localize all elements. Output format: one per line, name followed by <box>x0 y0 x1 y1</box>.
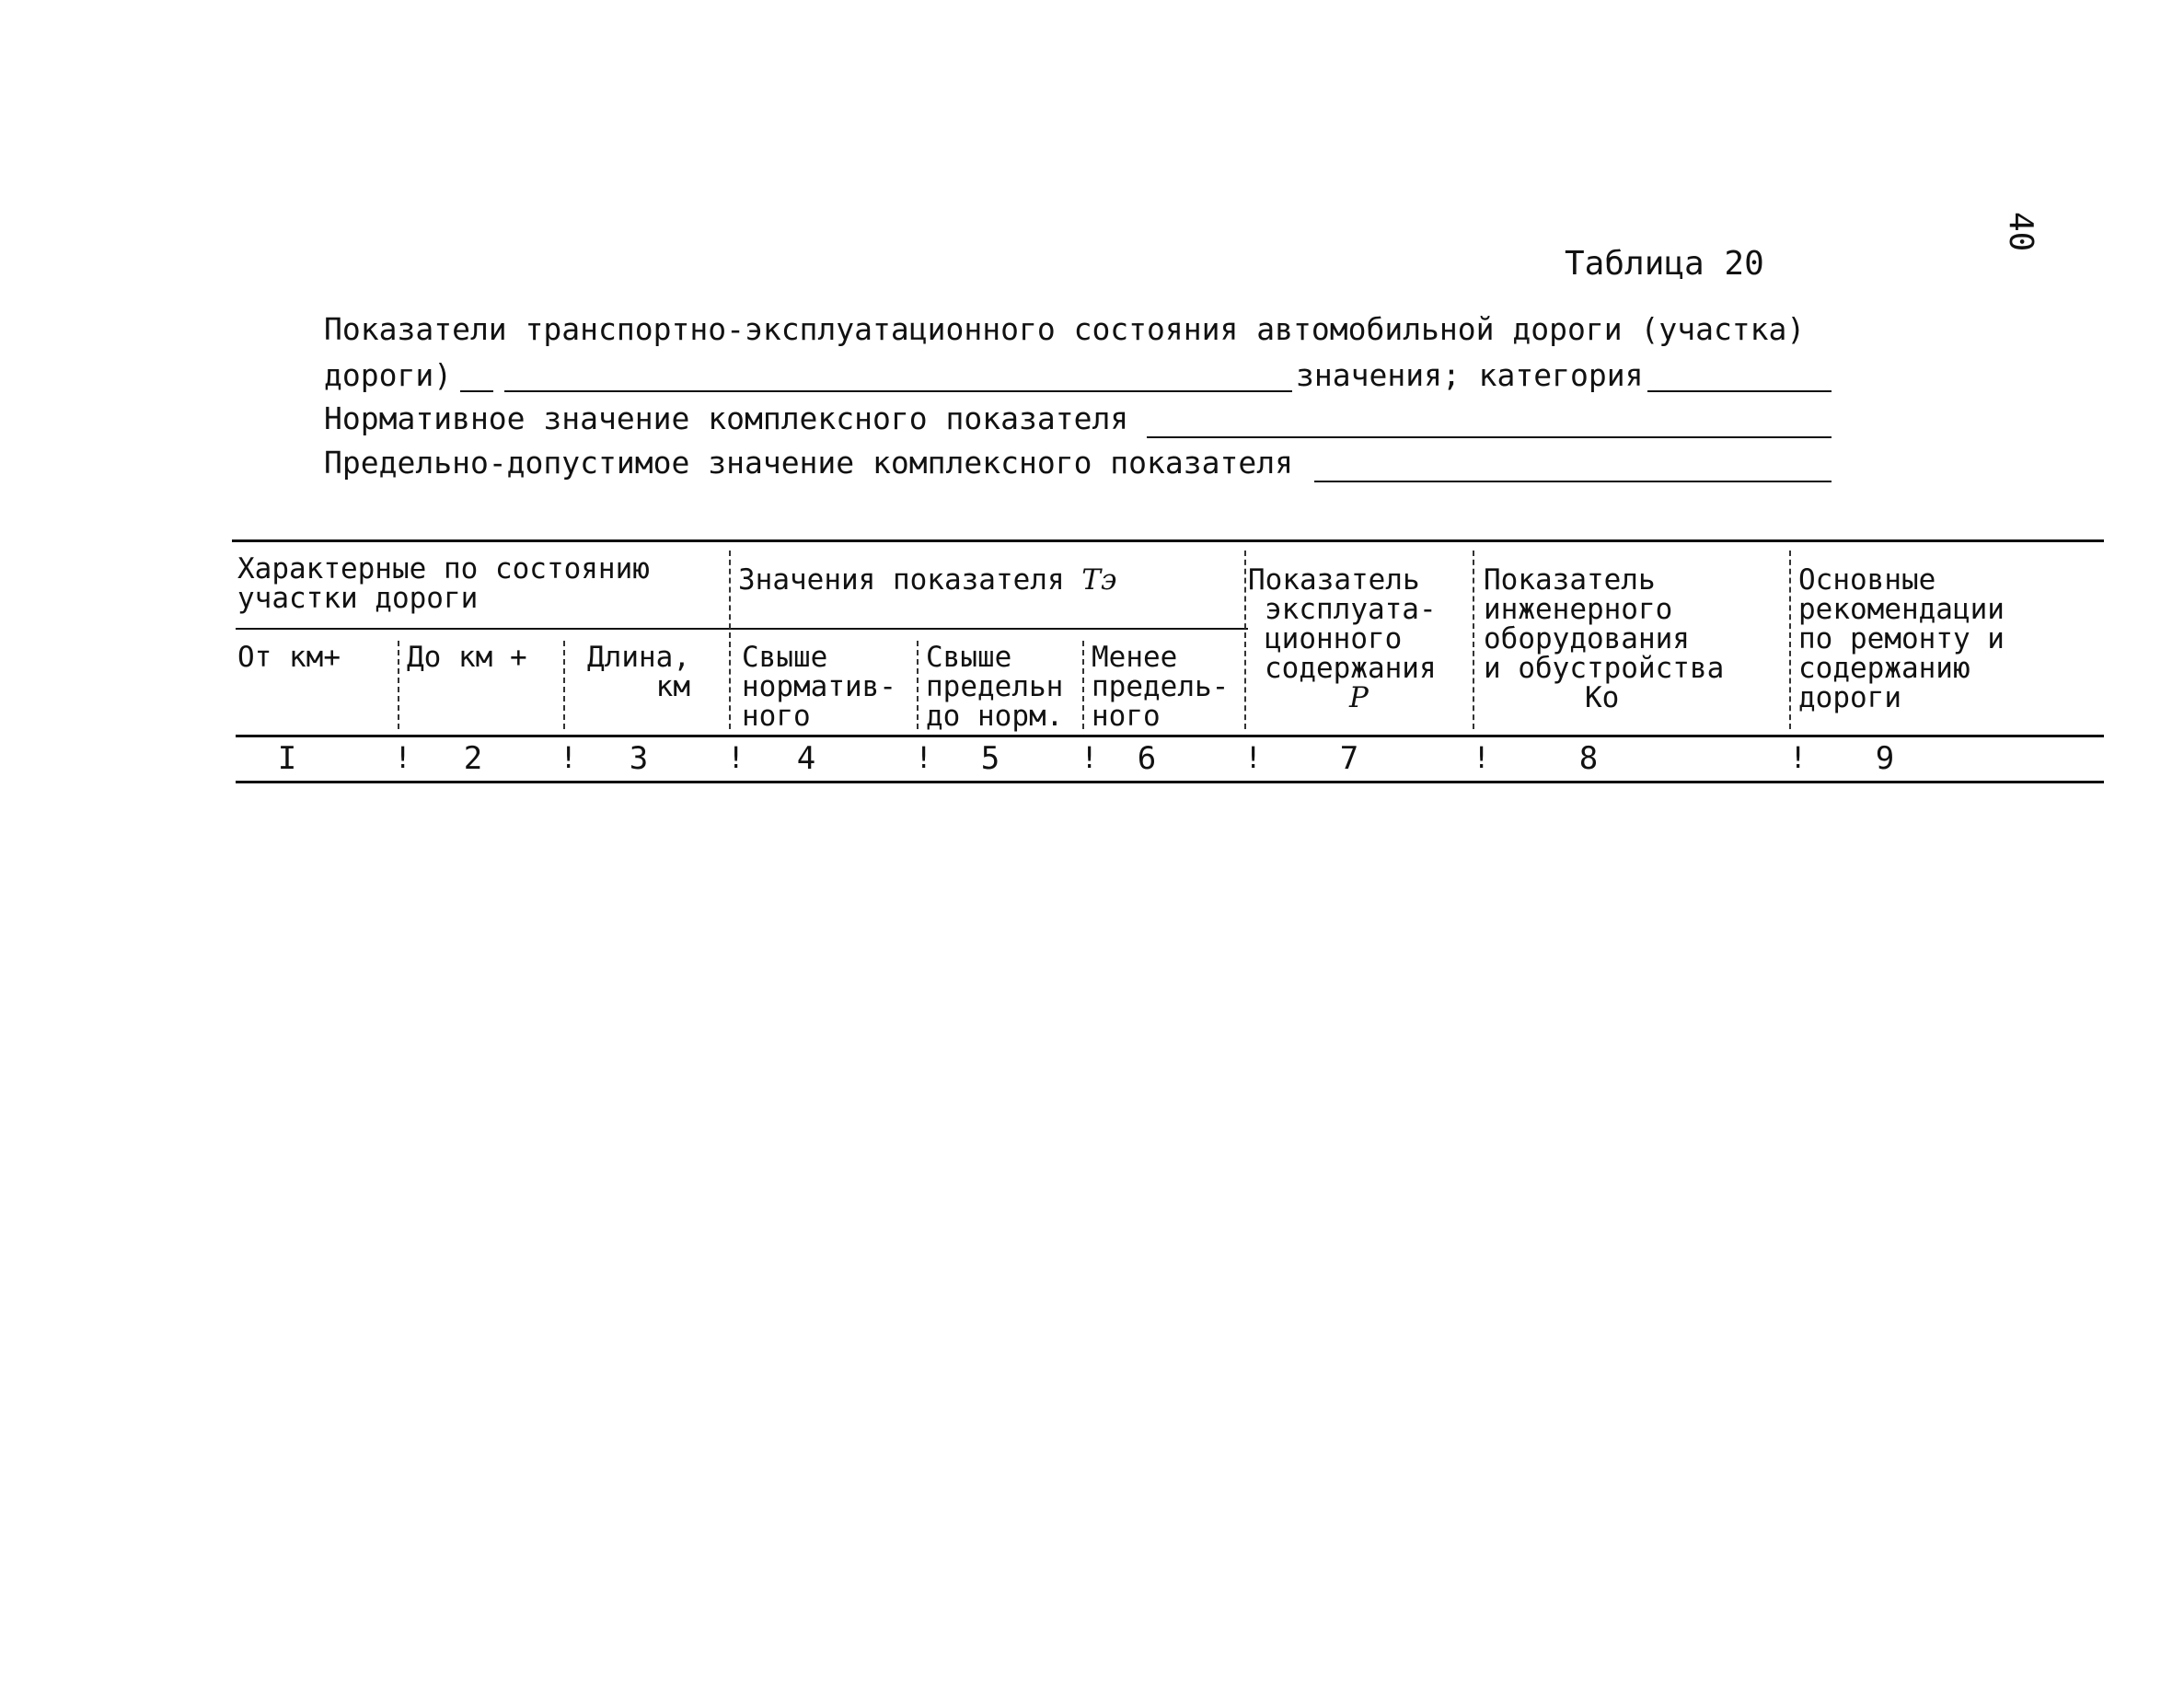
column-number: 6 <box>1137 740 1157 777</box>
column-number: 5 <box>980 740 1000 777</box>
col-header-recommendations: Основные рекомендации по ремонту и содержанию дороги <box>1798 563 2005 714</box>
col-separator <box>1473 551 1474 729</box>
col-header-below-limit: Менее предель- ного <box>1092 641 1230 733</box>
column-number: 2 <box>463 740 483 777</box>
column-number: 8 <box>1578 740 1599 777</box>
column-number: 9 <box>1875 740 1895 777</box>
operational-symbol: Р <box>1349 681 1369 714</box>
row-separator-mark: ! <box>1244 740 1263 775</box>
col-separator <box>729 551 731 729</box>
blank-road-value <box>504 390 1292 392</box>
table-label: Таблица 20 <box>1565 245 1764 283</box>
form-line-2-mid: значения; категория <box>1296 357 1644 393</box>
col-separator <box>917 641 919 729</box>
indicator-symbol: Тэ <box>1081 563 1117 597</box>
table-bottom-rule <box>236 781 2104 783</box>
col-header-to-km: До км + <box>407 641 527 674</box>
row-separator-mark: ! <box>1789 740 1808 775</box>
row-separator-mark: ! <box>727 740 745 775</box>
form-line-2-prefix: дороги) <box>324 357 453 393</box>
col-header-length: Длина, км <box>587 641 690 703</box>
column-number: 4 <box>796 740 816 777</box>
col-separator <box>1082 641 1084 729</box>
col-separator <box>1244 551 1246 729</box>
row-separator-mark: ! <box>560 740 578 775</box>
page-number: 40 <box>2002 212 2040 252</box>
col-separator <box>398 641 399 729</box>
form-title-line: Показатели транспортно-эксплуатационного состояния автомобильной дороги (участка) <box>324 311 1806 347</box>
group-header-sections: Характерные по состоянию участки дороги <box>237 552 650 615</box>
row-separator-mark: ! <box>394 740 412 775</box>
header-bottom-rule <box>236 735 2104 737</box>
col-header-from-km: От км+ <box>237 641 341 674</box>
row-separator-mark: ! <box>1080 740 1099 775</box>
column-number: 3 <box>629 740 649 777</box>
col-separator <box>563 641 565 729</box>
column-number: 7 <box>1339 740 1359 777</box>
form-normative-line: Нормативное значение комплексного показателя <box>324 400 1129 436</box>
col-header-above-normative: Свыше норматив- ного <box>742 641 896 733</box>
col-header-above-limit: Свыше предельн до норм. <box>926 641 1064 733</box>
table-top-rule <box>232 539 2104 542</box>
col-separator <box>1789 551 1791 729</box>
blank-category <box>1647 390 1832 392</box>
col-header-engineering-indicator: Показатель инженерного оборудования и обустройства Ко <box>1484 563 1725 714</box>
column-number: I <box>277 740 297 777</box>
col-header-operational-indicator: Показатель эксплуата- ционного содержания Р <box>1248 563 1437 714</box>
form-limit-line: Предельно-допустимое значение комплексного показателя <box>324 445 1293 481</box>
group-header-indicator-values: Значения показателя Тэ <box>738 563 1117 597</box>
group-header-underline <box>236 628 1248 630</box>
blank-limit-value <box>1314 481 1832 482</box>
blank-road-section <box>460 390 493 392</box>
row-separator-mark: ! <box>1473 740 1491 775</box>
row-separator-mark: ! <box>915 740 933 775</box>
blank-normative-value <box>1147 436 1832 438</box>
